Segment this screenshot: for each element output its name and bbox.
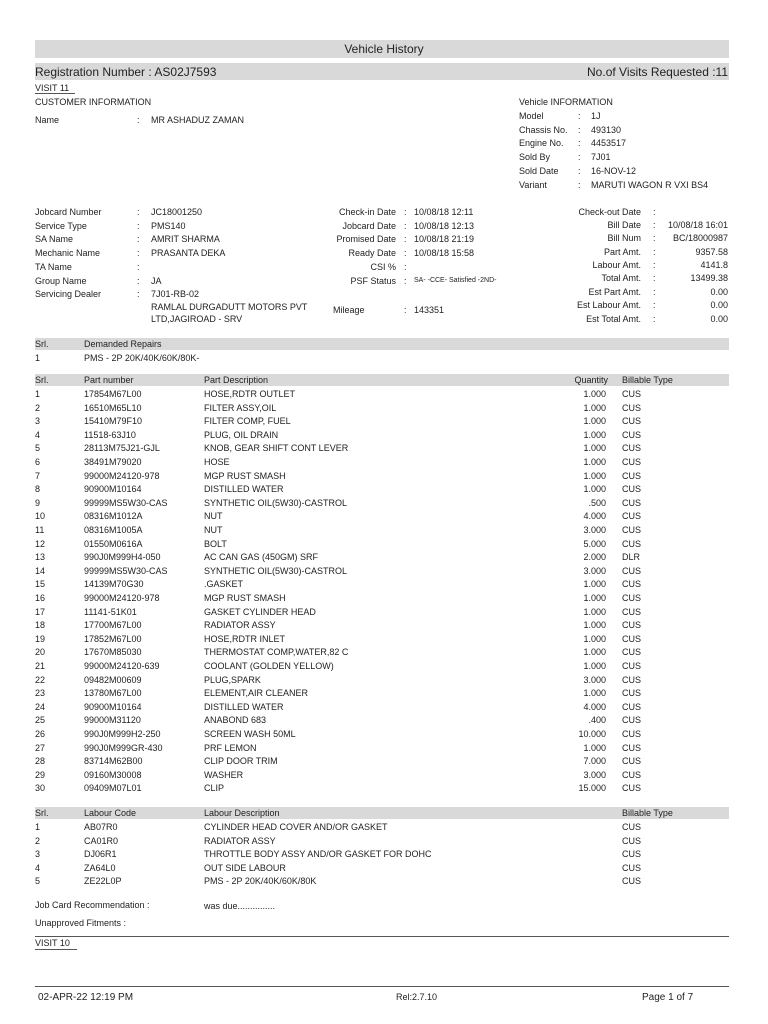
date-field-value: 10/08/18 12:11 <box>414 207 474 217</box>
parts-quantity-header: Quantity <box>574 375 608 385</box>
vehicle-field-label: Engine No. <box>519 138 564 149</box>
parts-billable-header: Billable Type <box>622 375 673 385</box>
customer-name: MR ASHADUZ ZAMAN <box>151 115 245 125</box>
date-field-value: SA- -CCE- Satisfied -2ND- <box>414 276 497 284</box>
part-quantity: .500 <box>588 497 606 508</box>
part-quantity: 1.000 <box>583 579 606 590</box>
labour-description: THROTTLE BODY ASSY AND/OR GASKET FOR DOHC <box>204 849 432 860</box>
part-srl: 23 <box>35 688 46 699</box>
part-quantity: 1.000 <box>583 647 606 658</box>
part-description: FILTER ASSY,OIL <box>204 402 277 413</box>
colon: : <box>578 152 581 163</box>
part-description: PLUG,SPARK <box>204 674 261 685</box>
part-srl: 28 <box>35 756 46 767</box>
part-number: 99000M24120-639 <box>84 661 160 671</box>
footer-release: Rel:2.7.10 <box>395 992 438 1002</box>
billing-field-label: Labour Amt. <box>592 259 641 270</box>
colon: : <box>578 179 581 190</box>
billing-field-label: Bill Date <box>607 220 641 231</box>
part-billable-type: CUS <box>622 729 642 739</box>
part-number: 16510M65L10 <box>84 402 142 413</box>
part-number: 01550M0616A <box>84 538 143 549</box>
part-description: BOLT <box>204 538 227 549</box>
colon: : <box>653 313 656 324</box>
date-field-value: 10/08/18 21:19 <box>414 234 475 245</box>
colon: : <box>578 124 581 135</box>
part-description: THERMOSTAT COMP,WATER,82 C <box>204 647 349 658</box>
next-visit-heading: VISIT 10 <box>35 938 70 948</box>
labour-srl: 1 <box>35 822 41 832</box>
part-billable-type: CUS <box>622 701 642 712</box>
date-field-label: Check-in Date <box>338 207 396 217</box>
part-quantity: 1.000 <box>583 742 606 753</box>
labour-srl: 2 <box>35 835 41 846</box>
visit-underline <box>35 93 75 94</box>
colon: : <box>404 261 407 272</box>
part-srl: 29 <box>35 769 46 780</box>
part-quantity: 1.000 <box>583 443 606 454</box>
labour-code: CA01R0 <box>84 835 119 846</box>
parts-description-header: Part Description <box>204 375 269 385</box>
footer-page: Page 1 of 7 <box>642 992 694 1003</box>
colon: : <box>137 275 140 286</box>
vehicle-field-value: 7J01 <box>591 152 611 163</box>
part-srl: 15 <box>35 579 46 590</box>
part-number: 15410M79F10 <box>84 416 143 427</box>
labour-code: ZA64L0 <box>84 862 116 873</box>
labour-billable-type: CUS <box>622 862 642 873</box>
colon: : <box>404 248 407 259</box>
colon: : <box>653 287 656 298</box>
vehicle-field-value: 1J <box>591 111 601 121</box>
colon: : <box>404 305 407 315</box>
next-visit-underline <box>35 949 77 950</box>
part-number: 09160M30008 <box>84 769 142 780</box>
billing-field-label: Est Total Amt. <box>586 313 641 324</box>
jobcard-field-value: PMS140 <box>151 220 186 231</box>
labour-billable-type: CUS <box>622 876 642 887</box>
demanded-srl: 1 <box>35 353 41 363</box>
part-billable-type: CUS <box>622 606 642 617</box>
labour-description: RADIATOR ASSY <box>204 835 276 846</box>
part-billable-type: CUS <box>622 647 642 658</box>
demanded-repair: PMS - 2P 20K/40K/60K/80K- <box>84 353 200 363</box>
parts-number-header: Part number <box>84 375 134 385</box>
part-number: 11141-51K01 <box>84 606 137 617</box>
colon: : <box>653 220 656 231</box>
demanded-srl-header: Srl. <box>35 339 49 349</box>
part-billable-type: CUS <box>622 470 642 481</box>
part-number: 11518-63J10 <box>84 429 136 440</box>
part-quantity: 10.000 <box>578 729 606 739</box>
part-description: CLIP DOOR TRIM <box>204 756 278 767</box>
labour-srl: 3 <box>35 849 41 860</box>
part-quantity: 1.000 <box>583 688 606 699</box>
part-number: 90900M10164 <box>84 701 142 712</box>
jobcard-field-value: JA <box>151 275 162 286</box>
colon: : <box>653 300 656 311</box>
colon: : <box>578 165 581 176</box>
date-field-value: 10/08/18 12:13 <box>414 220 475 231</box>
part-number: 14139M70G30 <box>84 579 144 590</box>
section-divider <box>35 936 729 937</box>
customer-heading: CUSTOMER INFORMATION <box>35 97 152 107</box>
vehicle-field-value: 16-NOV-12 <box>591 165 637 176</box>
mileage-label: Mileage <box>333 305 365 315</box>
part-srl: 24 <box>35 701 46 712</box>
part-srl: 4 <box>35 429 41 440</box>
part-billable-type: CUS <box>622 457 642 467</box>
billing-field-label: Est Part Amt. <box>588 287 641 298</box>
billing-field-value: 13499.38 <box>690 273 728 283</box>
jobcard-field-label: TA Name <box>35 261 72 272</box>
vehicle-field-label: Model <box>519 111 544 121</box>
colon: : <box>137 234 140 245</box>
colon: : <box>404 275 407 286</box>
part-billable-type: CUS <box>622 484 642 495</box>
part-billable-type: CUS <box>622 593 642 603</box>
part-srl: 14 <box>35 565 46 576</box>
vehicle-field-label: Variant <box>519 179 547 190</box>
part-number: 83714M62B00 <box>84 756 143 767</box>
vehicle-field-value: 4453517 <box>591 138 627 149</box>
recommendation-value: was due............... <box>204 901 276 911</box>
mileage-value: 143351 <box>414 305 445 315</box>
billing-field-value: 0.00 <box>710 300 728 311</box>
jobcard-field-value: PRASANTA DEKA <box>151 248 226 259</box>
part-description: ANABOND 683 <box>204 715 267 726</box>
vehicle-field-label: Sold Date <box>519 165 559 176</box>
colon: : <box>653 259 656 270</box>
part-description: .GASKET <box>204 579 244 590</box>
part-number: 17670M85030 <box>84 647 142 658</box>
part-quantity: 1.000 <box>583 484 606 495</box>
vehicle-field-label: Chassis No. <box>519 124 568 135</box>
colon: : <box>578 111 581 121</box>
part-quantity: 4.000 <box>583 701 606 712</box>
colon: : <box>137 115 140 125</box>
colon: : <box>653 246 656 257</box>
colon: : <box>653 273 656 283</box>
colon: : <box>404 207 407 217</box>
vehicle-field-value: 493130 <box>591 124 622 135</box>
billing-field-value: 0.00 <box>710 313 728 324</box>
labour-code: AB07R0 <box>84 822 118 832</box>
part-billable-type: CUS <box>622 633 642 644</box>
part-srl: 19 <box>35 633 46 644</box>
visits-requested: No.of Visits Requested :11 <box>587 65 728 79</box>
part-billable-type: CUS <box>622 443 642 454</box>
part-billable-type: CUS <box>622 511 642 522</box>
part-description: WASHER <box>204 769 244 780</box>
part-number: 08316M1012A <box>84 511 143 522</box>
part-billable-type: CUS <box>622 579 642 590</box>
part-billable-type: CUS <box>622 688 642 699</box>
part-quantity: 1.000 <box>583 620 606 631</box>
vehicle-heading: Vehicle INFORMATION <box>519 97 613 107</box>
part-description: HOSE,RDTR OUTLET <box>204 389 296 399</box>
part-number: 99999MS5W30-CAS <box>84 497 168 508</box>
part-description: COOLANT (GOLDEN YELLOW) <box>204 661 334 671</box>
part-number: 28113M75J21-GJL <box>84 443 160 454</box>
page-title: Vehicle History <box>344 42 424 56</box>
labour-billable-type: CUS <box>622 835 642 846</box>
part-description: FILTER COMP, FUEL <box>204 416 291 427</box>
labour-description-header: Labour Description <box>204 808 280 818</box>
part-quantity: .400 <box>588 715 606 726</box>
part-quantity: 1.000 <box>583 457 606 467</box>
part-billable-type: CUS <box>622 620 642 631</box>
demanded-repairs-header: Demanded Repairs <box>84 339 162 349</box>
part-quantity: 1.000 <box>583 429 606 440</box>
dealer-line-3: LTD,JAGIROAD - SRV <box>151 314 243 324</box>
part-quantity: 1.000 <box>583 606 606 617</box>
colon: : <box>137 261 140 272</box>
jobcard-field-value: JC18001250 <box>151 207 203 217</box>
colon: : <box>404 220 407 231</box>
part-description: KNOB, GEAR SHIFT CONT LEVER <box>204 443 349 454</box>
part-number: 17854M67L00 <box>84 389 142 399</box>
part-srl: 9 <box>35 497 41 508</box>
part-srl: 20 <box>35 647 46 658</box>
part-number: 17700M67L00 <box>84 620 142 631</box>
part-description: SYNTHETIC OIL(5W30)-CASTROL <box>204 497 348 508</box>
labour-description: OUT SIDE LABOUR <box>204 862 286 873</box>
colon: : <box>137 220 140 231</box>
part-description: DISTILLED WATER <box>204 701 284 712</box>
part-description: PLUG, OIL DRAIN <box>204 429 279 440</box>
vehicle-field-label: Sold By <box>519 152 551 163</box>
colon: : <box>137 207 140 217</box>
part-description: GASKET CYLINDER HEAD <box>204 606 316 617</box>
jobcard-field-label: Group Name <box>35 275 87 286</box>
registration-number: Registration Number : AS02J7593 <box>35 65 217 79</box>
dealer-line-2: RAMLAL DURGADUTT MOTORS PVT <box>151 302 308 312</box>
part-description: RADIATOR ASSY <box>204 620 276 631</box>
billing-field-value: 0.00 <box>710 287 728 298</box>
jobcard-field-value: 7J01-RB-02 <box>151 289 200 300</box>
part-quantity: 5.000 <box>583 538 606 549</box>
part-number: 990J0M999GR-430 <box>84 742 163 753</box>
part-number: 08316M1005A <box>84 525 143 535</box>
part-srl: 25 <box>35 715 46 726</box>
colon: : <box>653 233 656 244</box>
part-quantity: 1.000 <box>583 633 606 644</box>
part-quantity: 1.000 <box>583 470 606 481</box>
part-billable-type: CUS <box>622 497 642 508</box>
part-srl: 1 <box>35 389 41 399</box>
part-srl: 10 <box>35 511 46 522</box>
part-description: HOSE,RDTR INLET <box>204 633 286 644</box>
labour-code: DJ06R1 <box>84 849 117 860</box>
jobcard-field-label: SA Name <box>35 234 74 245</box>
part-quantity: 1.000 <box>583 593 606 603</box>
jobcard-field-label: Service Type <box>35 220 87 231</box>
billing-field-value: 10/08/18 16:01 <box>667 220 728 231</box>
labour-description: CYLINDER HEAD COVER AND/OR GASKET <box>204 822 388 832</box>
part-srl: 5 <box>35 443 41 454</box>
footer-divider <box>35 986 729 987</box>
part-srl: 18 <box>35 620 46 631</box>
part-srl: 16 <box>35 593 46 603</box>
part-srl: 12 <box>35 538 46 549</box>
billing-field-value: BC/18000987 <box>672 233 728 244</box>
part-number: 990J0M999H4-050 <box>84 552 161 563</box>
colon: : <box>578 138 581 149</box>
part-billable-type: CUS <box>622 429 642 440</box>
part-billable-type: CUS <box>622 756 642 767</box>
footer-date: 02-APR-22 12:19 PM <box>38 992 134 1003</box>
part-quantity: 3.000 <box>583 565 606 576</box>
part-description: MGP RUST SMASH <box>204 593 286 603</box>
part-srl: 21 <box>35 661 46 671</box>
part-srl: 22 <box>35 674 46 685</box>
labour-description: PMS - 2P 20K/40K/60K/80K <box>204 876 317 887</box>
part-description: SCREEN WASH 50ML <box>204 729 296 739</box>
part-quantity: 1.000 <box>583 661 606 671</box>
recommendation-label: Job Card Recommendation : <box>35 900 150 910</box>
date-field-value: 10/08/18 15:58 <box>414 248 475 259</box>
part-number: 99000M31120 <box>84 715 141 726</box>
billing-field-value: 4141.8 <box>700 259 728 270</box>
part-number: 90900M10164 <box>84 484 142 495</box>
part-description: MGP RUST SMASH <box>204 470 286 481</box>
labour-billable-type: CUS <box>622 822 642 832</box>
billing-field-value: 9357.58 <box>695 246 728 257</box>
jobcard-field-value: AMRIT SHARMA <box>151 234 220 245</box>
part-srl: 3 <box>35 416 41 427</box>
part-description: HOSE <box>204 457 230 467</box>
parts-srl-header: Srl. <box>35 375 49 385</box>
labour-billable-header: Billable Type <box>622 808 673 818</box>
part-quantity: 3.000 <box>583 674 606 685</box>
visit-heading: VISIT 11 <box>35 83 70 93</box>
part-quantity: 1.000 <box>583 402 606 413</box>
part-billable-type: CUS <box>622 742 642 753</box>
part-billable-type: CUS <box>622 525 642 535</box>
part-srl: 11 <box>35 525 45 535</box>
part-billable-type: CUS <box>622 715 642 726</box>
part-srl: 26 <box>35 729 46 739</box>
date-field-label: Jobcard Date <box>342 220 396 231</box>
part-srl: 27 <box>35 742 46 753</box>
part-description: PRF LEMON <box>204 742 257 753</box>
part-number: 38491M79020 <box>84 457 142 467</box>
jobcard-field-label: Jobcard Number <box>35 207 102 217</box>
part-srl: 17 <box>35 606 46 617</box>
part-quantity: 1.000 <box>583 389 606 399</box>
date-field-label: PSF Status <box>350 275 396 286</box>
billing-field-label: Part Amt. <box>603 246 641 257</box>
part-billable-type: CUS <box>622 783 642 794</box>
part-billable-type: CUS <box>622 661 642 671</box>
part-quantity: 7.000 <box>583 756 606 767</box>
part-srl: 30 <box>35 783 46 794</box>
part-quantity: 3.000 <box>583 769 606 780</box>
part-description: AC CAN GAS (450GM) SRF <box>204 552 319 563</box>
billing-field-label: Est Labour Amt. <box>576 300 641 311</box>
part-number: 13780M67L00 <box>84 688 142 699</box>
part-quantity: 15.000 <box>578 783 606 794</box>
part-billable-type: CUS <box>622 769 642 780</box>
part-srl: 6 <box>35 457 41 467</box>
colon: : <box>404 234 407 245</box>
part-billable-type: CUS <box>622 389 642 399</box>
labour-billable-type: CUS <box>622 849 642 860</box>
customer-name-label: Name <box>35 115 60 125</box>
part-number: 09409M07L01 <box>84 783 142 794</box>
billing-field-label: Bill Num <box>607 233 641 244</box>
part-billable-type: CUS <box>622 538 642 549</box>
labour-srl: 4 <box>35 862 41 873</box>
part-billable-type: CUS <box>622 674 642 685</box>
part-quantity: 2.000 <box>583 552 606 563</box>
part-description: SYNTHETIC OIL(5W30)-CASTROL <box>204 565 348 576</box>
part-billable-type: CUS <box>622 402 642 413</box>
part-srl: 8 <box>35 484 41 495</box>
part-description: ELEMENT,AIR CLEANER <box>204 688 309 699</box>
billing-field-label: Total Amt. <box>601 273 641 283</box>
part-number: 09482M00609 <box>84 674 142 685</box>
part-description: NUT <box>204 525 223 535</box>
colon: : <box>137 248 140 259</box>
labour-code-header: Labour Code <box>84 808 137 818</box>
part-billable-type: DLR <box>622 552 641 563</box>
part-billable-type: CUS <box>622 565 642 576</box>
part-srl: 7 <box>35 470 41 481</box>
date-field-label: Promised Date <box>336 234 396 245</box>
labour-code: ZE22L0P <box>84 876 122 887</box>
part-description: CLIP <box>204 783 225 794</box>
part-number: 17852M67L00 <box>84 633 142 644</box>
part-srl: 2 <box>35 402 41 413</box>
part-number: 99000M24120-978 <box>84 470 160 481</box>
part-number: 99999MS5W30-CAS <box>84 565 168 576</box>
date-field-label: Ready Date <box>348 248 396 259</box>
part-number: 990J0M999H2-250 <box>84 729 161 739</box>
part-description: DISTILLED WATER <box>204 484 284 495</box>
part-billable-type: CUS <box>622 416 642 427</box>
part-srl: 13 <box>35 552 46 563</box>
part-quantity: 3.000 <box>583 525 606 535</box>
date-field-label: CSI % <box>370 261 396 272</box>
billing-field-label: Check-out Date <box>578 207 641 217</box>
vehicle-field-value: MARUTI WAGON R VXI BS4 <box>591 179 709 190</box>
labour-srl: 5 <box>35 876 41 887</box>
jobcard-field-label: Servicing Dealer <box>35 289 102 300</box>
unapproved-label: Unapproved Fitments : <box>35 918 127 928</box>
part-quantity: 1.000 <box>583 416 606 427</box>
part-number: 99000M24120-978 <box>84 593 160 603</box>
jobcard-field-label: Mechanic Name <box>35 248 101 259</box>
part-description: NUT <box>204 511 223 522</box>
colon: : <box>653 207 656 217</box>
labour-srl-header: Srl. <box>35 808 49 818</box>
part-quantity: 4.000 <box>583 511 606 522</box>
colon: : <box>137 289 140 300</box>
